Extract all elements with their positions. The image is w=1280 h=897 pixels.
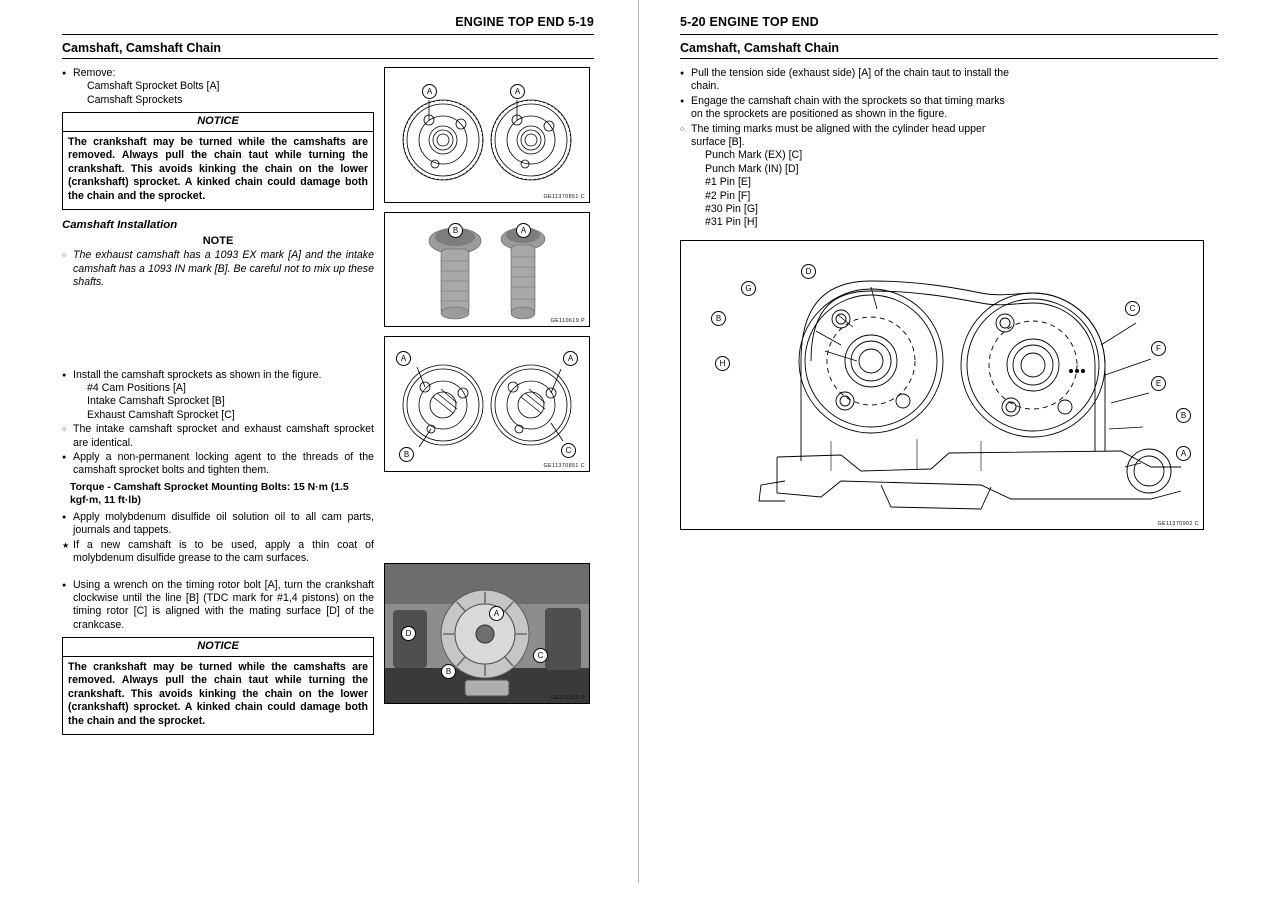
figure-camshafts-photo [384, 212, 590, 327]
callout-F: F [1151, 341, 1166, 356]
notice-title: NOTICE [63, 113, 373, 131]
moly-oil-step: ● Apply molybdenum disulfide oil solution oil to all cam parts, journals and tappets. [62, 511, 374, 538]
notice-box-2 [62, 637, 374, 734]
figure-code: GE110618 P [550, 695, 585, 701]
left-section-title: Camshaft, Camshaft Chain [62, 41, 222, 55]
callout-E: E [1151, 376, 1166, 391]
install-item-3: Exhaust Camshaft Sprocket [C] [87, 408, 235, 421]
moly-grease-step: ★ If a new camshaft is to be used, apply a thin coat of molybdenum disulfide grease to the cam surfaces. [62, 539, 374, 566]
sprockets-install-art [385, 337, 589, 471]
left-figure-column [384, 67, 590, 743]
callout-A: A [563, 351, 578, 366]
mark-item-6: #31 Pin [H] [705, 216, 758, 229]
notice-title: NOTICE [63, 638, 373, 656]
install-list [62, 369, 374, 478]
camshaft-installation-heading: Camshaft Installation [62, 218, 178, 231]
wrench-step: ● Using a wrench on the timing rotor bolt [A], turn the crankshaft clockwise until the line [B] (TDC mark for #1,4 pistons) on the timing rotor [C] is aligned with the mating surface [D] of the crankcase. [62, 579, 374, 633]
callout-C: C [533, 648, 548, 663]
right-section-rule [680, 58, 1218, 59]
timing-marks-note [680, 123, 1010, 230]
callout-B: B [1176, 408, 1191, 423]
install-sprockets-text: Install the camshaft sprockets as shown in the figure. [73, 368, 322, 381]
callout-A: A [510, 84, 525, 99]
callout-B: B [711, 311, 726, 326]
callout-A: A [516, 223, 531, 238]
right-section-title: Camshaft, Camshaft Chain [680, 41, 840, 55]
list-item [62, 67, 374, 107]
wrench-list [62, 579, 374, 633]
mark-item-3: #1 Pin [E] [705, 176, 751, 189]
left-section-rule [62, 58, 594, 59]
figure-timing-rotor-photo [384, 563, 590, 704]
callout-G: G [741, 281, 756, 296]
spacer [62, 291, 374, 369]
install-item-1: #4 Cam Positions [A] [87, 382, 186, 395]
list-item [62, 369, 374, 423]
engage-chain-step: ● Engage the camshaft chain with the sprockets so that timing marks on the sprockets are positioned as shown in the figure. [680, 95, 1010, 122]
locking-agent-step: ● Apply a non-permanent locking agent to the threads of the camshaft sprocket bolts and tighten them. [62, 451, 374, 478]
callout-B: B [448, 223, 463, 238]
callout-C: C [561, 443, 576, 458]
mark-item-1: Punch Mark (EX) [C] [705, 149, 803, 162]
remove-label: Remove: [73, 67, 116, 79]
remove-item-2: Camshaft Sprockets [87, 93, 183, 106]
notice-body: The crankshaft may be turned while the camshafts are removed. Always pull the chain taut while turning the crankshaft. This avoids kinking the chain on the lower (crankshaft) sprocket. A kinked chain could damage both the chain and the sprocket. [68, 135, 368, 202]
notice-box-1 [62, 112, 374, 209]
figure-sprockets-removal [384, 67, 590, 203]
callout-A: A [396, 351, 411, 366]
left-text-column [62, 67, 374, 743]
remove-item-1: Camshaft Sprocket Bolts [A] [87, 80, 220, 93]
note-body: ○ The exhaust camshaft has a 1093 EX mark [A] and the intake camshaft has a 1093 IN mark [B]. Be careful not to mix up these shafts. [62, 249, 374, 289]
mark-item-4: #2 Pin [F] [705, 189, 751, 202]
pull-tension-step: ● Pull the tension side (exhaust side) [A] of the chain taut to install the chain. [680, 67, 1010, 94]
right-header-rule [680, 34, 1218, 35]
left-header-rule [62, 34, 594, 35]
identical-note: ○ The intake camshaft sprocket and exhaust camshaft sprocket are identical. [62, 423, 374, 450]
sprockets-line-art [385, 68, 589, 202]
mark-item-5: #30 Pin [G] [705, 203, 758, 216]
right-page [636, 0, 1280, 897]
camshaft-photo-art [385, 213, 589, 326]
install-item-2: Intake Camshaft Sprocket [B] [87, 395, 225, 408]
spacer [62, 567, 374, 579]
callout-D: D [801, 264, 816, 279]
left-page-header: ENGINE TOP END 5-19 [455, 15, 594, 29]
note-list [62, 249, 374, 289]
callout-D: D [401, 626, 416, 641]
chain-timing-line-art [681, 241, 1203, 529]
callout-B: B [441, 664, 456, 679]
callout-A: A [422, 84, 437, 99]
callout-A: A [489, 606, 504, 621]
mark-item-2: Punch Mark (IN) [D] [705, 162, 799, 175]
right-text-column [680, 67, 1010, 230]
right-page-header: 5-20 ENGINE TOP END [680, 15, 819, 29]
figure-code: GE11370851 C [543, 463, 585, 469]
figure-code: GE11370851 C [543, 194, 585, 200]
moly-list [62, 511, 374, 566]
note-title: NOTE [202, 235, 234, 247]
remove-list [62, 67, 374, 107]
left-content-columns [62, 67, 594, 743]
callout-H: H [715, 356, 730, 371]
callout-B: B [399, 447, 414, 462]
callout-C: C [1125, 301, 1140, 316]
timing-marks-text: The timing marks must be aligned with the cylinder head upper surface [B]. [691, 122, 986, 149]
figure-chain-timing-assembly [680, 240, 1204, 530]
torque-spec: Torque - Camshaft Sprocket Mounting Bolts: 15 N·m (1.5 kgf·m, 11 ft·lb) [70, 481, 349, 506]
figure-code: GE110619 P [550, 318, 585, 324]
left-page [0, 0, 636, 897]
notice-body: The crankshaft may be turned while the camshafts are removed. Always pull the chain taut while turning the crankshaft. This avoids kinking the chain on the lower (crankshaft) sprocket. A kinked chain could damage both the chain and the sprocket. [68, 660, 368, 727]
figure-code: GE11370902 C [1157, 520, 1199, 527]
right-bullet-list [680, 67, 1010, 230]
spacer [384, 481, 590, 563]
callout-A: A [1176, 446, 1191, 461]
figure-sprockets-install [384, 336, 590, 472]
